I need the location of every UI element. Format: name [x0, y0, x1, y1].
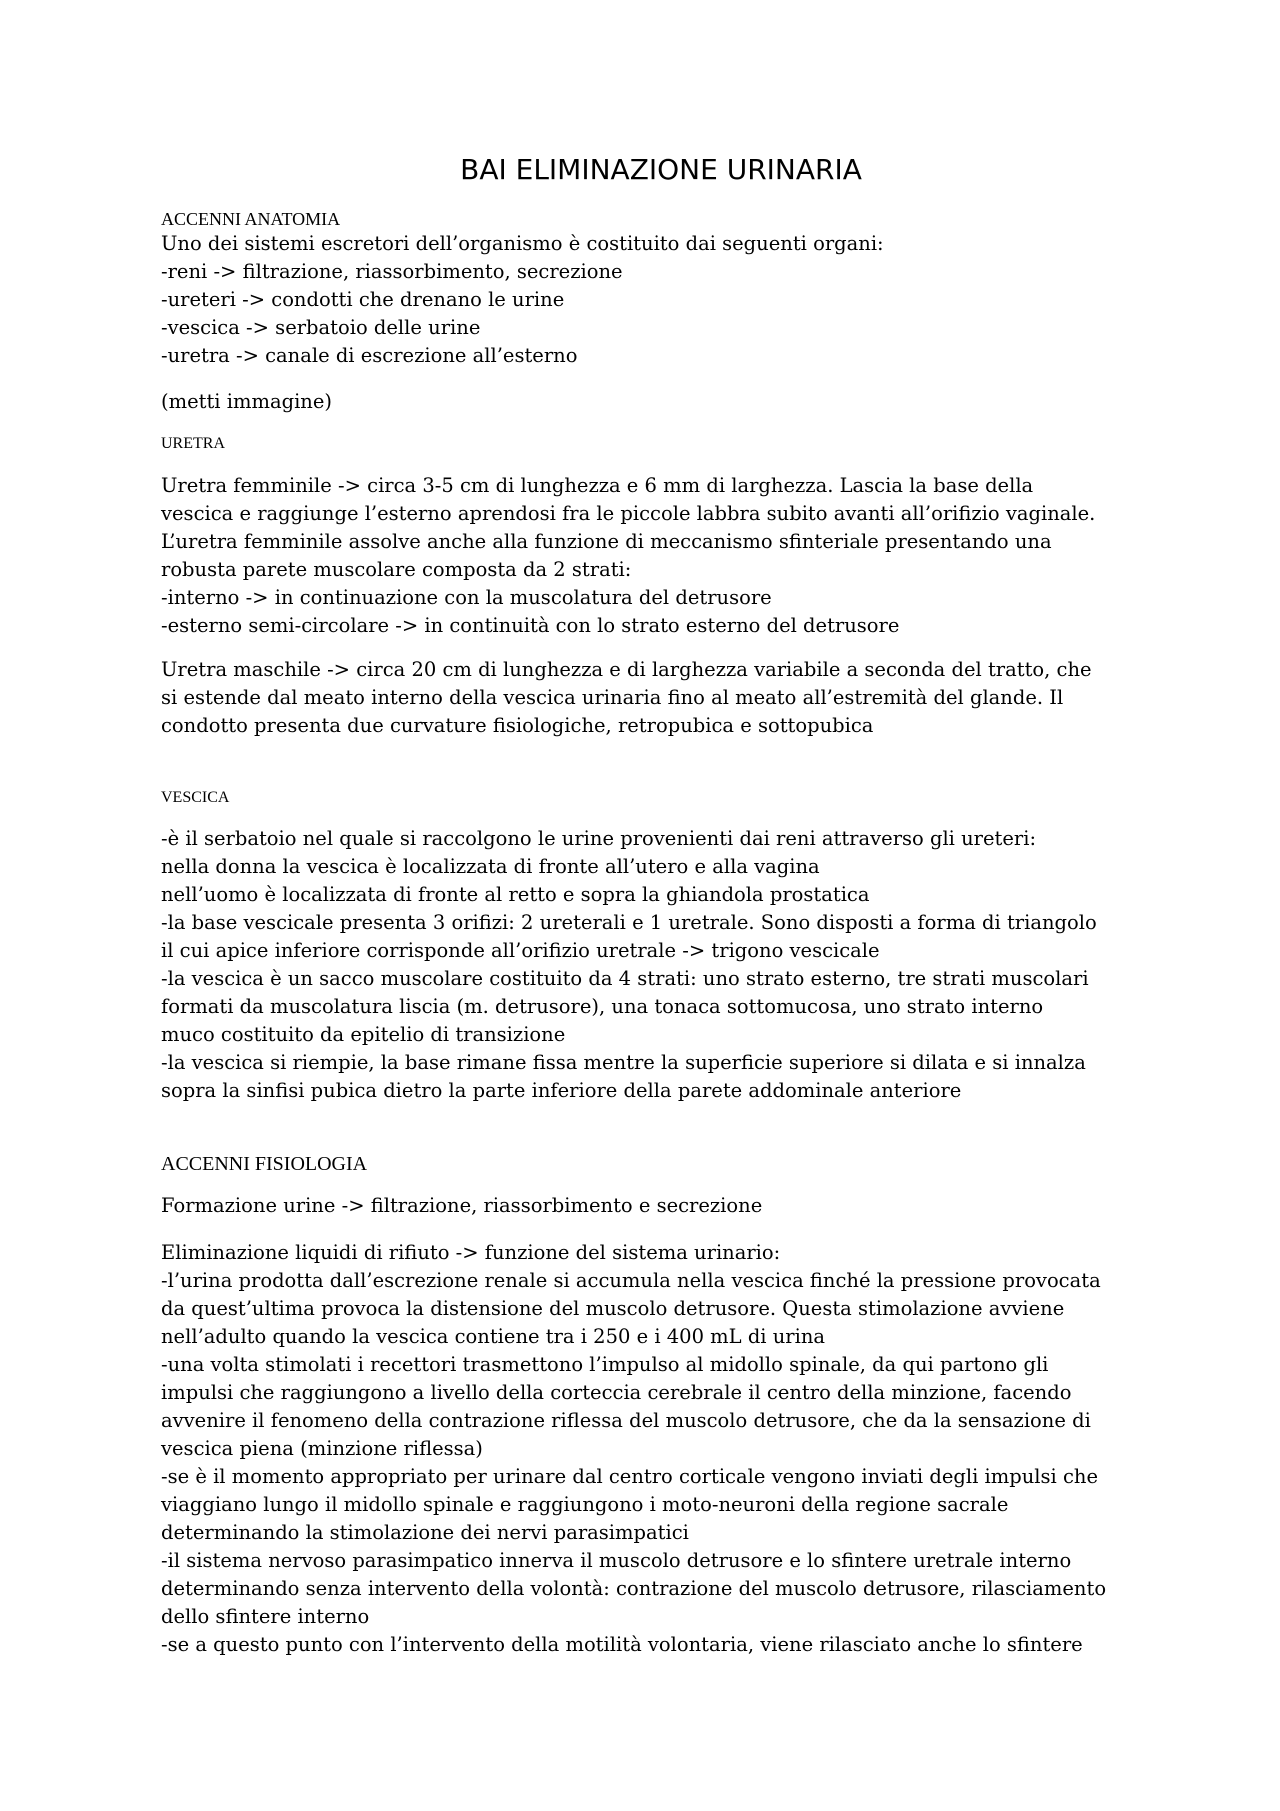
text-line: Uno dei sistemi escretori dell’organismo è costituito dai seguenti organi:	[161, 232, 884, 255]
section-heading-anatomia: ACCENNI ANATOMIA	[161, 209, 341, 229]
text-line: robusta parete muscolare composta da 2 strati:	[161, 558, 632, 581]
text-line: nella donna la vescica è localizzata di fronte all’utero e alla vagina	[161, 855, 820, 878]
text-line: Uretra maschile -> circa 20 cm di lunghezza e di larghezza variabile a seconda del tratto, che	[161, 658, 1092, 681]
paragraph-formazione	[161, 1192, 1171, 1220]
text-line: -l’urina prodotta dall’escrezione renale si accumula nella vescica finché la pressione provocata	[161, 1269, 1101, 1292]
text-line: formati da muscolatura liscia (m. detrusore), una tonaca sottomucosa, uno strato interno	[161, 995, 1044, 1018]
text-line: dello sfintere interno	[161, 1605, 370, 1628]
paragraph-anatomia	[161, 230, 1171, 370]
paragraph-eliminazione	[161, 1239, 1171, 1659]
text-line: -se è il momento appropriato per urinare dal centro corticale vengono inviati degli impulsi che	[161, 1465, 1098, 1488]
text-line: vescica e raggiunge l’esterno aprendosi fra le piccole labbra subito avanti all’orifizio vaginale.	[161, 502, 1096, 525]
text-line: -il sistema nervoso parasimpatico innerva il muscolo detrusore e lo sfintere uretrale interno	[161, 1549, 1072, 1572]
section-heading-fisiologia: ACCENNI FISIOLOGIA	[161, 1153, 368, 1175]
text-line: -ureteri -> condotti che drenano le urine	[161, 288, 565, 311]
paragraph-vescica	[161, 825, 1171, 1105]
text-line: -reni -> filtrazione, riassorbimento, secrezione	[161, 260, 623, 283]
text-line: determinando senza intervento della volontà: contrazione del muscolo detrusore, rilasciamento	[161, 1577, 1107, 1600]
text-line: impulsi che raggiungono a livello della corteccia cerebrale il centro della minzione, facendo	[161, 1381, 1072, 1404]
text-line: -una volta stimolati i recettori trasmettono l’impulso al midollo spinale, da qui partono gli	[161, 1353, 1049, 1376]
section-heading-vescica: VESCICA	[161, 789, 230, 806]
text-line: -vescica -> serbatoio delle urine	[161, 316, 481, 339]
text-line: -se a questo punto con l’intervento della motilità volontaria, viene rilasciato anche lo sfintere	[161, 1633, 1083, 1656]
text-line: avvenire il fenomeno della contrazione riflessa del muscolo detrusore, che da la sensazione di	[161, 1409, 1091, 1432]
text-line: (metti immagine)	[161, 390, 333, 413]
text-line: -esterno semi-circolare -> in continuità con lo strato esterno del detrusore	[161, 614, 900, 637]
text-line: viaggiano lungo il midollo spinale e raggiungono i moto-neuroni della regione sacrale	[161, 1493, 1009, 1516]
section-heading-uretra: URETRA	[161, 435, 225, 452]
text-line: -la base vescicale presenta 3 orifizi: 2 ureterali e 1 uretrale. Sono disposti a forma di triangolo	[161, 911, 1097, 934]
text-line: vescica piena (minzione riflessa)	[161, 1437, 483, 1460]
paragraph-uretra-maschile	[161, 656, 1171, 740]
text-line: nell’uomo è localizzata di fronte al retto e sopra la ghiandola prostatica	[161, 883, 870, 906]
text-line: Uretra femminile -> circa 3-5 cm di lunghezza e 6 mm di larghezza. Lascia la base della	[161, 474, 1034, 497]
text-line: -è il serbatoio nel quale si raccolgono le urine provenienti dai reni attraverso gli ureteri:	[161, 827, 1037, 850]
text-line: -la vescica si riempie, la base rimane fissa mentre la superficie superiore si dilata e si innalza	[161, 1051, 1086, 1074]
text-line: il cui apice inferiore corrisponde all’orifizio uretrale -> trigono vescicale	[161, 939, 880, 962]
text-line: nell’adulto quando la vescica contiene tra i 250 e i 400 mL di urina	[161, 1325, 826, 1348]
text-line: -uretra -> canale di escrezione all’esterno	[161, 344, 578, 367]
text-line: -interno -> in continuazione con la muscolatura del detrusore	[161, 586, 772, 609]
paragraph-uretra-femminile	[161, 472, 1171, 640]
text-line: condotto presenta due curvature fisiologiche, retropubica e sottopubica	[161, 714, 874, 737]
text-line: da quest’ultima provoca la distensione del muscolo detrusore. Questa stimolazione avviene	[161, 1297, 1065, 1320]
text-line: sopra la sinfisi pubica dietro la parte inferiore della parete addominale anteriore	[161, 1079, 962, 1102]
text-line: si estende dal meato interno della vescica urinaria fino al meato all’estremità del glande. Il	[161, 686, 1064, 709]
text-line: Eliminazione liquidi di rifiuto -> funzione del sistema urinario:	[161, 1241, 781, 1264]
text-line: -la vescica è un sacco muscolare costituito da 4 strati: uno strato esterno, tre strati muscolari	[161, 967, 1089, 990]
text-line: determinando la stimolazione dei nervi parasimpatici	[161, 1521, 689, 1544]
text-line: Formazione urine -> filtrazione, riassorbimento e secrezione	[161, 1194, 763, 1217]
text-line: muco costituito da epitelio di transizione	[161, 1023, 566, 1046]
document-title: BAI ELIMINAZIONE URINARIA	[460, 153, 862, 186]
text-line: L’uretra femminile assolve anche alla funzione di meccanismo sfinteriale presentando una	[161, 530, 1052, 553]
paragraph-immagine-note	[161, 388, 1171, 416]
